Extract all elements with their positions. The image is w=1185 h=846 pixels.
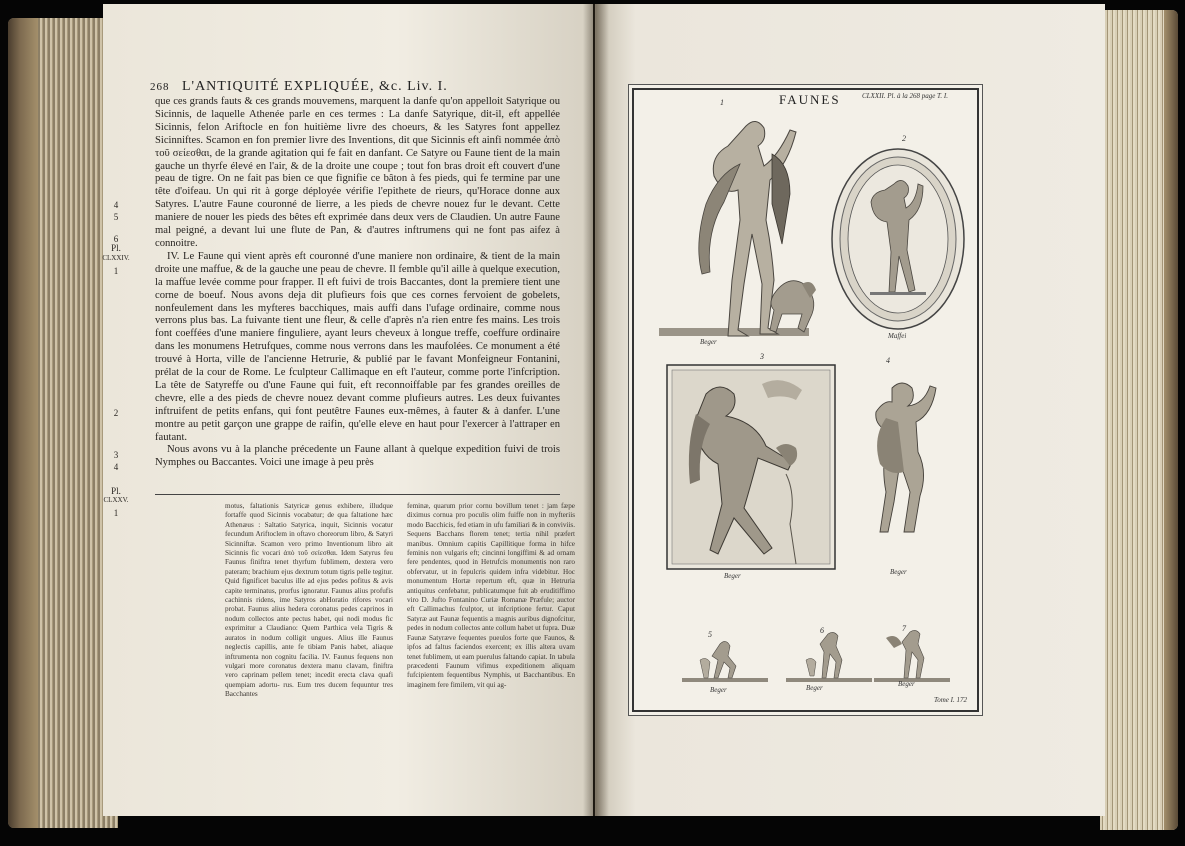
margin-note: CLXXV. <box>103 496 129 504</box>
paragraph-1: que ces grands fauts & ces grands mouvemens, marquent la danfe qu'on appelloit Satyrique ou Sicinnis, de laquelle Athenée parle en ces termes : La danfe Satyrique, dit-il, eft appellée Sicinnis, felon Ariftocle en fon huitième livre des choeurs, & les Satyres font appellez Sicinniftes. Scamon en fon premier livre des Inventions, dit que Sicinnis eft ainfi nommée ἀπὸ τοῦ σείεσθαι, de la grande agitation qui fe fait en danfant. Ce Satyre ou Faune tient de la main gauche un thyrfe élevé en l'air, & de la droite une coupe ; tout fon bras droit eft couvert d'une peau de tigre. On ne fait pas bien ce que fignifie ce bâton à fes pieds, qui fe termine par une tête d'oifeau. Un qui rit à gorge déployée vérifie l'epithete de rieurs, qu'Horace donne aux Satyres. L'autre Faune couronné de lierre, a les pieds de chevre nouez fur le devant. Cette maniere de nouer les pieds des bêtes eft exprimée dans deux vers de Claudien. Un autre Faune mal peigné, a devant lui une flute de Pan, & d'autres inftrumens qui ne font pas aifez à connoitre. <box>155 96 560 249</box>
figure-caption: Beger <box>898 680 915 688</box>
margin-note: 2 <box>113 408 119 418</box>
tome-label: Tome I. 172 <box>934 696 967 704</box>
figure-number: 1 <box>720 98 724 107</box>
running-head-title: L'ANTIQUITÉ EXPLIQUÉE, &c. Liv. I. <box>182 79 448 94</box>
small-group-figure <box>680 638 770 684</box>
oval-gem-figure <box>828 144 968 334</box>
body-text <box>155 96 560 470</box>
figure-caption: Maffei <box>888 332 907 340</box>
margin-note: 4 <box>113 462 119 472</box>
figure-number: 2 <box>902 134 906 143</box>
figure-number: 5 <box>708 630 712 639</box>
figure-number: 6 <box>820 626 824 635</box>
paragraph-2: IV. Le Faune qui vient après eft couronné d'une maniere non ordinaire, & tient de la main droite une maffue, & de la gauche une peau de chevre. Il femble qu'il aille à quelque execution, la maffue levée comme pour frapper. Il eft fuivi de trois Baccantes, dont la premiere tient une corne de boeuf. Nous avons deja dit plufieurs fois que ces cornes fervoient de gobelets, nonfeulement dans les myfteres bacchiques, mais auffi dans l'ufage ordinaire, comme nous verrons plus bas. La fuivante tient une fleur, & celle d'après n'a rien entre fes mains. Les trois font coeffées d'une maniere finguliere, ayant leurs cheveux à longue treffe, coeffure ordinaire dans les monumens Hetrufques, comme nous verrons dans les maufolées. Ce monument a été trouvé à Horta, ville de l'ancienne Hetrurie, & publié par le favant Monfeigneur Fontanini, prélat de la cour de Rome. Le fculpteur Callimaque en eft l'auteur, comme porte l'infcription. La tête de Satyreffe ou d'une Faune qui fuit, eft reconnoiffable par fes grandes oreilles de chevre, elle a des pieds de chevre nouez devant comme plufieurs autres. Les deux fuivantes inftruifent de petits enfans, qui font peutêtre Faunes eux-mêmes, à fauter & à danfer. L'une montre au petit garçon une grappe de raifin, qu'elle eleve en haut pour l'exercer à l'attraper en fautant. <box>155 250 560 443</box>
margin-note: 6 <box>113 234 119 244</box>
running-head <box>150 79 550 95</box>
faun-with-panther-figure <box>654 104 824 344</box>
figure-caption: Beger <box>890 568 907 576</box>
right-page-edges <box>1100 10 1178 830</box>
margin-note: CLXXIV. <box>102 254 130 262</box>
paragraph-3: Nous avons vu à la planche précedente un Faune allant à quelque expedition fuivi de trois Nymphes ou Baccantes. Voici une image à peu près <box>155 444 560 469</box>
plate-reference: CLXXII. Pl. à la 268 page T. I. <box>862 92 949 100</box>
left-page-edges <box>8 18 118 828</box>
right-cover <box>1164 10 1178 830</box>
footnote-column-left: motus, faltationis Satyricæ genus exhibere, illudque fortaffe quod Sicinnis vocabatur; de qua faltatione hæc Athenæus : Saltatio Satyrica, inquit, Sicinnis vocatur fecundum Ariftoclem in oftavo choreorum libro, & Satyri Sicinniftæ. Scamon vero primo Inventionum libro ait Sicinnis fic vocari ἀπὸ τοῦ σείεσθαι. Idem Satyrus feu Faunus finiftra tenet thyrfum fublimem, dextera vero pateram; brachium ejus dextrum totum tigris pelle tegitur. Quid fignificet baculus ille ad ejus pedes pofitus & avis capite terminatus, prorfus ignoratur. Faunus alius profufis cachinnis ridens, ime Satyros abHoratio rifores vocari probat. Faunus alius hedera coronatus pedes caprinos in nodum collectos ante pectus habet, qui nodi modus fic exprimitur a Claudiano: Quem Parthica vela Tigris & auratos in nodum colligit ungues. Alius ille Faunus neglectis capillis, ante fe tibiam Panis habet, aliaque inftrumenta non cognitu facilia. IV. Faunus fequens non vulgari more coronatus dextera manu clavam, finiftra vero caprinam pellem tenet; incedit erecta clava quafi quempiam adortu- rus. Eum tres ducem fequuntur tres Bacchantes <box>225 502 393 699</box>
bacchante-figure <box>852 368 942 568</box>
engraved-plate <box>632 88 979 712</box>
footnote-rule <box>155 494 560 495</box>
footnotes <box>225 502 575 700</box>
margin-note: 3 <box>113 450 119 460</box>
figure-caption: Beger <box>806 684 823 692</box>
figure-caption: Beger <box>710 686 727 694</box>
figure-number: 4 <box>886 356 890 365</box>
book-gutter <box>583 4 609 816</box>
small-group-figure <box>784 630 874 684</box>
plate-title: FAUNES <box>779 92 841 107</box>
margin-note: Pl. <box>111 243 121 253</box>
margin-note: 1 <box>113 266 119 276</box>
left-cover <box>8 18 38 828</box>
footnote-column-right: feminæ, quarum prior cornu bovillum tenet : jam fæpe diximus cornua pro poculis olim fuiffe non in myfteriis modo Bacchicis, fed etiam in ufu familiari & in conviviis. Sequens Bacchans florem tenet; tertia nihil præfert manibus. Omnium capitis Capillitique forma in hifce feminis non vulgaris eft; cincinni longiffimi & ad ornam fere pendentes, quod in Hetrufcis monumentis non raro obfervatur, ut in fepulcris quidem infra videbitur. Hoc monumentum Hortæ repertum eft, quæ in Hetruria antiquitus cenfebatur, publicatumque fuit ab eruditiffimo viro D. Jufto Fontanino Curiæ Romanæ Præfule; auctor eft Callimachus fculptor, ut infcriptione fertur. Caput Satyræ aut Faunæ fequentis a magnis auribus dignofcitur, pedes in nodum collectos ante collum habet ut fupra. Duæ Faunæ Satyræve fequentes pueulos forte que Faunos, & ipfos ad faltus faciendos exercent; ex illis altera uvam tenet fublimem, ut eam puerulus faltando capiat. In tabula præcedenti Faunum vifimus expeditionem aliquam fufcipientem fequentibus Nymphis, ut Bacchantibus. En imaginem fere fimilem, vit qui ag- <box>407 502 575 689</box>
figure-number: 7 <box>902 624 906 633</box>
margin-note: 4 <box>113 200 119 210</box>
figure-caption: Beger <box>700 338 717 346</box>
margin-note: 5 <box>113 212 119 222</box>
figure-caption: Beger <box>724 572 741 580</box>
figure-number: 3 <box>760 352 764 361</box>
page-number: 268 <box>150 81 170 93</box>
small-group-figure <box>872 628 952 684</box>
margin-note: 1 <box>113 508 119 518</box>
margin-note: Pl. <box>111 486 121 496</box>
faun-relief-figure <box>666 364 836 570</box>
